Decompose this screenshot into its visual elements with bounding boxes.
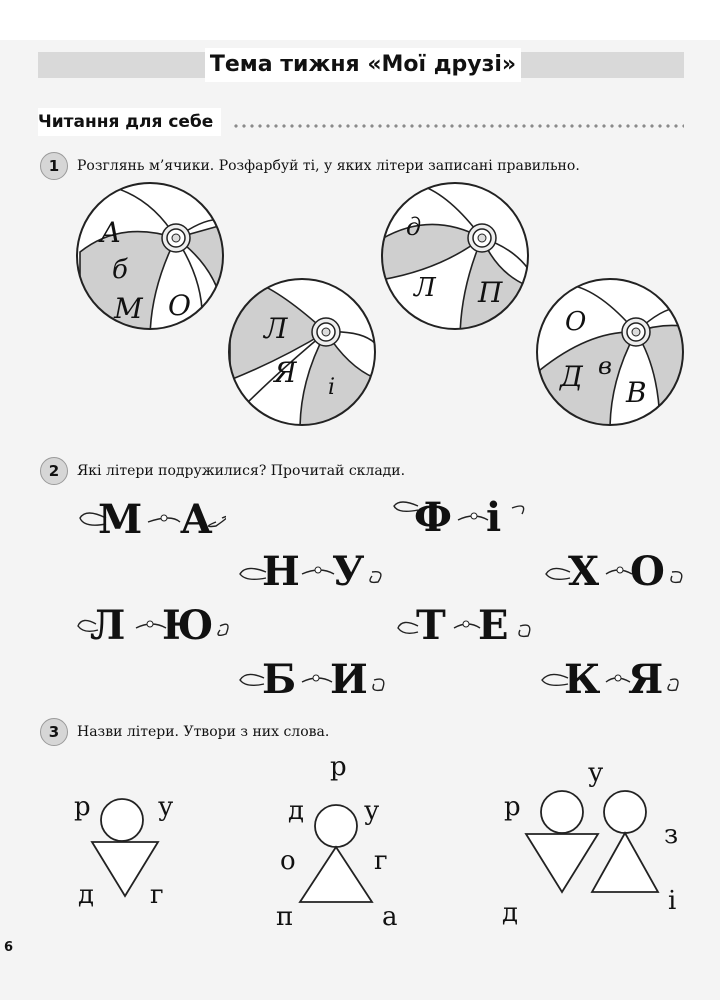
figure-letter: г (374, 846, 388, 876)
task-number-1: 1 (40, 152, 68, 180)
figure-letter: з (664, 820, 679, 850)
task-number-2: 2 (40, 457, 68, 485)
pair-letter: Б (262, 656, 297, 703)
pair-letter: Н (262, 548, 300, 595)
task-text-3: Назви літери. Утвори з них слова. (77, 724, 330, 740)
pair-letter: У (332, 548, 365, 595)
ball-1[interactable] (77, 183, 240, 340)
figure-letter: д (502, 898, 519, 928)
ball-2-letter: Я (274, 356, 297, 389)
page-title: Тема тижня «Мої друзі» (205, 48, 521, 82)
task-text-1: Розглянь м’ячики. Розфарбуй ті, у яких літери записані правильно. (77, 158, 580, 174)
task-text-2: Які літери подружилися? Прочитай склади. (77, 463, 406, 479)
figure-letter: р (504, 792, 521, 822)
ball-1-letter: А (100, 216, 122, 249)
syllable-pair[interactable] (238, 546, 388, 598)
ball-4-letter: в (598, 352, 612, 380)
pair-letter: О (630, 548, 665, 595)
figure-letter: р (74, 792, 91, 822)
syllable-pair[interactable] (544, 546, 688, 598)
figure-2 (300, 805, 372, 902)
dotted-divider (232, 124, 684, 128)
pair-letter: И (330, 656, 368, 703)
title-bar-left (38, 52, 206, 78)
ball-4-letter: О (565, 307, 587, 337)
figure-letter: а (382, 902, 398, 932)
syllable-pair[interactable] (76, 494, 226, 546)
figure-letter: о (280, 846, 296, 876)
pair-letter: К (564, 656, 601, 703)
ball-4[interactable] (537, 279, 700, 430)
pair-letter: М (98, 496, 143, 543)
pair-letter: Я (628, 656, 664, 703)
pair-letter: і (486, 494, 502, 541)
ball-4-letter: В (626, 376, 647, 409)
ball-1-letter: М (114, 292, 143, 325)
section-heading: Читання для себе (38, 108, 221, 136)
ball-2[interactable] (229, 279, 380, 430)
ball-4-letter: Д (560, 360, 583, 393)
balls-area (0, 180, 720, 440)
figure-1 (92, 799, 158, 896)
pair-letter: Ф (414, 494, 452, 541)
ball-3-letter: д (406, 213, 422, 241)
task-number-3: 3 (40, 718, 68, 746)
figure-letter: д (78, 880, 95, 910)
figures-area (0, 760, 720, 940)
ball-3[interactable] (380, 183, 540, 340)
ball-1-letter: О (168, 289, 191, 322)
pair-letter: Х (568, 548, 600, 595)
ball-1-letter: б (112, 255, 128, 285)
figure-letter: у (158, 792, 174, 822)
ball-3-letter: П (478, 276, 503, 309)
figure-letter: д (288, 796, 305, 826)
figure-letter: п (276, 902, 294, 932)
ball-2-letter: Л (264, 312, 288, 345)
syllable-pair[interactable] (396, 600, 536, 652)
syllable-pair[interactable] (238, 654, 388, 706)
figure-letter: і (668, 886, 677, 916)
figure-letter: г (150, 880, 164, 910)
pair-letter: А (180, 496, 213, 543)
figure-letter: у (364, 796, 380, 826)
syllable-pair[interactable] (540, 654, 684, 706)
figure-3 (526, 791, 658, 892)
syllable-pair[interactable] (76, 600, 232, 652)
pair-letter: Л (90, 602, 126, 649)
ball-2-letter: і (328, 375, 336, 400)
ball-3-letter: Л (414, 273, 436, 303)
title-bar-right (521, 52, 684, 78)
pair-letter: Е (478, 602, 509, 649)
pair-letter: Т (416, 602, 446, 649)
pair-letter: Ю (162, 602, 214, 649)
page-number: 6 (4, 940, 14, 955)
figure-letter: у (588, 758, 604, 788)
syllable-pair[interactable] (392, 492, 532, 544)
figure-letter: р (330, 752, 347, 782)
